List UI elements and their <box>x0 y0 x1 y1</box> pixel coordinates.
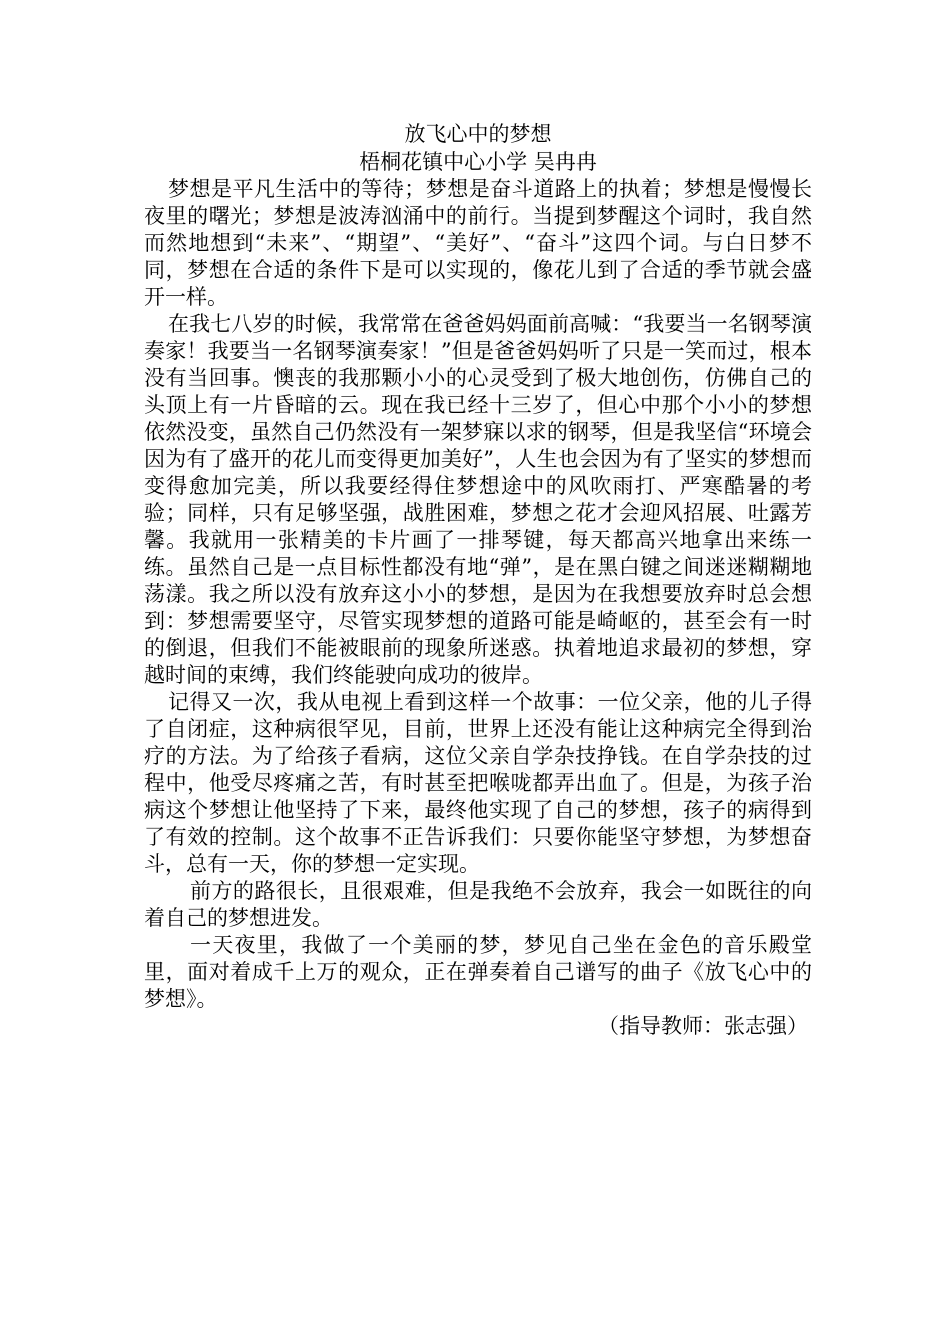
paragraph-4: 前方的路很长，且很艰难，但是我绝不会放弃，我会一如既往的向着自己的梦想进发。 <box>144 879 812 930</box>
author-line: 梧桐花镇中心小学 吴冉冉 <box>359 150 597 174</box>
paragraph-2: 在我七八岁的时候，我常常在爸爸妈妈面前高喊：“我要当一名钢琴演奏家！我要当一名钢琴演奏家！”但是爸爸妈妈听了只是一笑而过，根本没有当回事。懊丧的我那颗小小的心灵受到了极大地创伤，仿佛自己的头顶上有一片昏暗的云。现在我已经十三岁了，但心中那个小小的梦想依然没变，虽然自己仍然没有一架梦寐以求的钢琴，但是我坚信“环境会因为有了盛开的花儿而变得更加美好”，人生也会因为有了坚实的梦想而变得愈加完美，所以我要经得住梦想途中的风吹雨打、严寒酷暑的考验；同样，只有足够坚强，战胜困难，梦想之花才会迎风招展、吐露芳馨。我就用一张精美的卡片画了一排琴键，每天都高兴地拿出来练一练。虽然自己是一点目标性都没有地“弹”，是在黑白键之间迷迷糊糊地荡漾。我之所以没有放弃这小小的梦想，是因为在我想要放弃时总会想到：梦想需要坚守，尽管实现梦想的道路可能是崎岖的，甚至会有一时的倒退，但我们不能被眼前的现象所迷惑。执着地追求最初的梦想，穿越时间的束缚，我们终能驶向成功的彼岸。 <box>144 312 812 687</box>
essay-title: 放飞心中的梦想 <box>404 122 552 146</box>
paragraph-5: 一天夜里，我做了一个美丽的梦，梦见自己坐在金色的音乐殿堂里，面对着成千上万的观众，正在弹奏着自己谱写的曲子《放飞心中的梦想》。 <box>144 933 812 1011</box>
paragraph-1: 梦想是平凡生活中的等待；梦想是奋斗道路上的执着；梦想是慢慢长夜里的曙光；梦想是波涛汹涌中的前行。当提到梦醒这个词时，我自然而然地想到“未来”、“期望”、“美好”、“奋斗”这四个词。与白日梦不同，梦想在合适的条件下是可以实现的，像花儿到了合适的季节就会盛开一样。 <box>144 177 812 309</box>
document-page <box>144 120 812 1040</box>
paragraph-3: 记得又一次，我从电视上看到这样一个故事：一位父亲，他的儿子得了自闭症，这种病很罕见，目前，世界上还没有能让这种病完全得到治疗的方法。为了给孩子看病，这位父亲自学杂技挣钱。在自学杂技的过程中，他受尽疼痛之苦，有时甚至把喉咙都弄出血了。但是，为孩子治病这个梦想让他坚持了下来，最终他实现了自己的梦想，孩子的病得到了有效的控制。这个故事不正告诉我们：只要你能坚守梦想，为梦想奋斗，总有一天，你的梦想一定实现。 <box>144 690 812 876</box>
teacher-signature: （指导教师：张志强） <box>598 1014 808 1038</box>
